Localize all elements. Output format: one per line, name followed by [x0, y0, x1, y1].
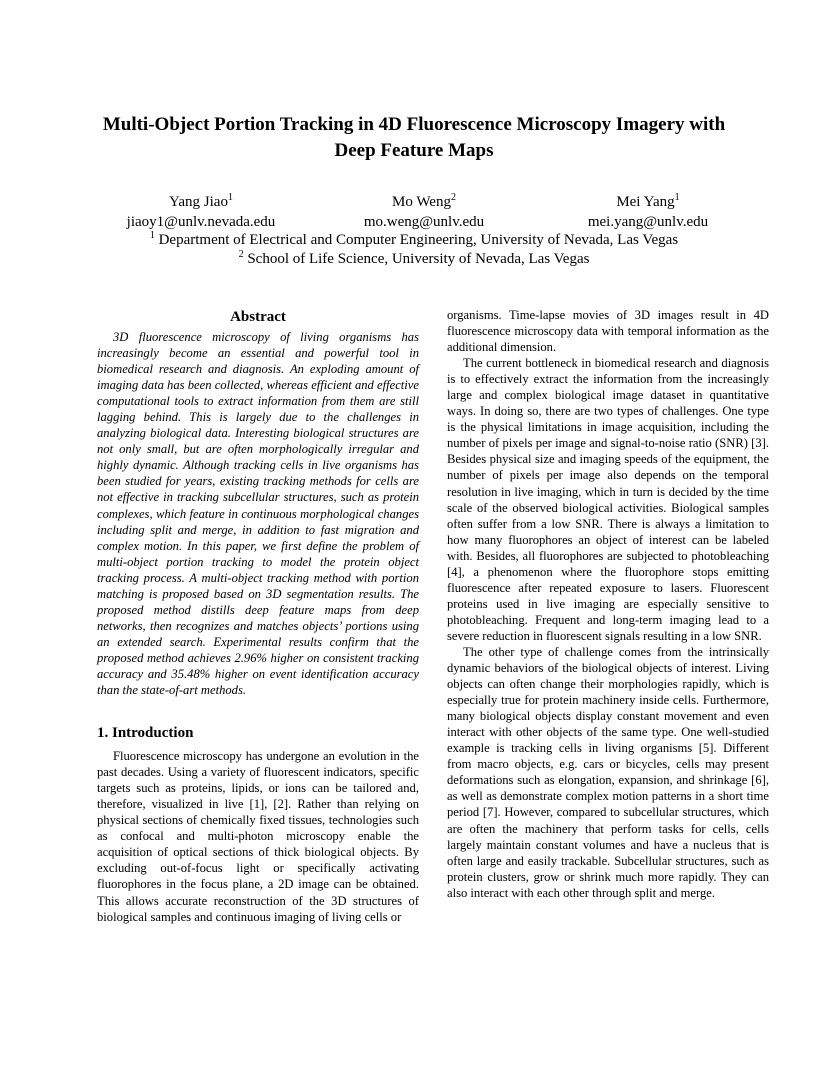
abstract-body: 3D fluorescence microscopy of living organisms has increasingly become an essential and powerful tool in biomedical research and diagnosis. An exploding amount of imaging data has been collected, whereas efficient and effective computational tools to extract information from them are still lagging behind. This is largely due to the challenges in analyzing biological data. Interesting biological structures are not only small, but are often morphologically irregular and highly dynamic. Although tracking cells in live organisms has been studied for years, existing tracking methods for cells are not effective in tracking subcellular structures, such as protein complexes, which feature in continuous morphological changes including split and merge, in addition to fast migration and complex motion. In this paper, we first define the problem of multi-object portion tracking to model the protein object tracking process. A multi-object tracking method with portion matching is proposed based on 3D segmentation results. The proposed method distills deep feature maps from deep networks, then recognizes and matches objects’ portions using an extended search. Experimental results confirm that the proposed method achieves 2.96% higher on consistent tracking accuracy and 35.48% higher on event identification accuracy than the state-of-art methods.: [97, 330, 419, 698]
author-email: mo.weng@unlv.edu: [363, 214, 485, 230]
author-name-text: Mei Yang: [616, 194, 675, 210]
author-email: mei.yang@unlv.edu: [587, 214, 709, 230]
intro-paragraph-continued: organisms. Time-lapse movies of 3D images result in 4D fluorescence microscopy data with temporal information as the additional dimension.: [447, 308, 769, 355]
abstract-heading: Abstract: [230, 309, 286, 325]
author-name: [91, 188, 311, 212]
intro-paragraph: The other type of challenge comes from the intrinsically dynamic behaviors of the biological objects of interest. Living objects can often change their morphologies rapidly, which is especially true for protein machinery inside cells. Furthermore, many biological objects display constant movement and even interact with other objects of the same type. One well-studied example is tracking cells in living organisms [5]. Different from macro objects, e.g. cars or bicycles, cells may present deformations such as elongation, expansion, and shrinkage [6], as well as demonstrate complex motion patterns in a short time period [7]. However, compared to subcellular structures, which are often the machinery that perform tasks for cells, cells largely maintain constant volumes and have a nucleus that is often large and easily trackable. Subcellular structures, such as protein clusters, grow or shrink much more rapidly. They can also interact with each other through split and merge.: [447, 644, 769, 900]
left-column: [97, 307, 419, 925]
right-column: [447, 307, 769, 901]
intro-paragraph: The current bottleneck in biomedical research and diagnosis is to effectively extract the information from the increasingly large and complex biological image dataset in quantitative ways. In doing so, there are two types of challenges. One type is the physical limitations in image acquisition, including the number of pixels per image and signal-to-noise ratio (SNR) [3]. Besides physical size and imaging speeds of the equipment, the number of pixels per image also depends on the temporal resolution in live imaging, which in turn is decided by the time scale of the observed biological activities. Biological samples often suffer from a low SNR. There is always a limitation to how many fluorophores an object of interest can be labeled with. Besides, all fluorophores are subjected to photobleaching [4], a phenomenon where the fluorophore stops emitting fluorescence after repeated exposure to lasers. Fluorescent proteins used in live imaging are especially sensitive to photobleaching. Frequent and long-term imaging lead to a severe reduction in fluorescent signals resulting in a low SNR.: [447, 356, 769, 643]
author-name: [314, 188, 534, 212]
author-affil-sup: 1: [227, 192, 233, 203]
affiliation-text: School of Life Science, University of Nevada, Las Vegas: [247, 251, 590, 267]
affiliation-2: [80, 245, 748, 269]
author-affil-sup: 1: [674, 192, 680, 203]
affiliation-text: Department of Electrical and Computer Engineering, University of Nevada, Las Vegas: [158, 232, 679, 248]
author-name-text: Yang Jiao: [169, 194, 228, 210]
section-heading-introduction: 1. Introduction: [97, 725, 194, 742]
author-affil-sup: 2: [450, 192, 456, 203]
affiliation-sup: 2: [238, 249, 244, 260]
paper-title: Multi-Object Portion Tracking in 4D Fluorescence Microscopy Imagery with Deep Feature Maps: [102, 114, 726, 161]
affiliation-sup: 1: [149, 230, 155, 241]
author-name: [538, 188, 758, 212]
author-name-text: Mo Weng: [392, 194, 451, 210]
author-email: jiaoy1@unlv.nevada.edu: [126, 214, 276, 230]
intro-paragraph: Fluorescence microscopy has undergone an evolution in the past decades. Using a variety of fluorescent indicators, specific targets such as proteins, lipids, or ions can be tailored and, therefore, visualized in live [1], [2]. Rather than relying on physical sections of chemically fixed tissues, technologies such as confocal and multi-photon microscopy enable the acquisition of optical sections of thick biological objects. By excluding out-of-focus light or specifically activating fluorophores in the focus plane, a 2D image can be obtained. This allows accurate reconstruction of the 3D structures of biological samples and continuous imaging of living cells or: [97, 749, 419, 924]
